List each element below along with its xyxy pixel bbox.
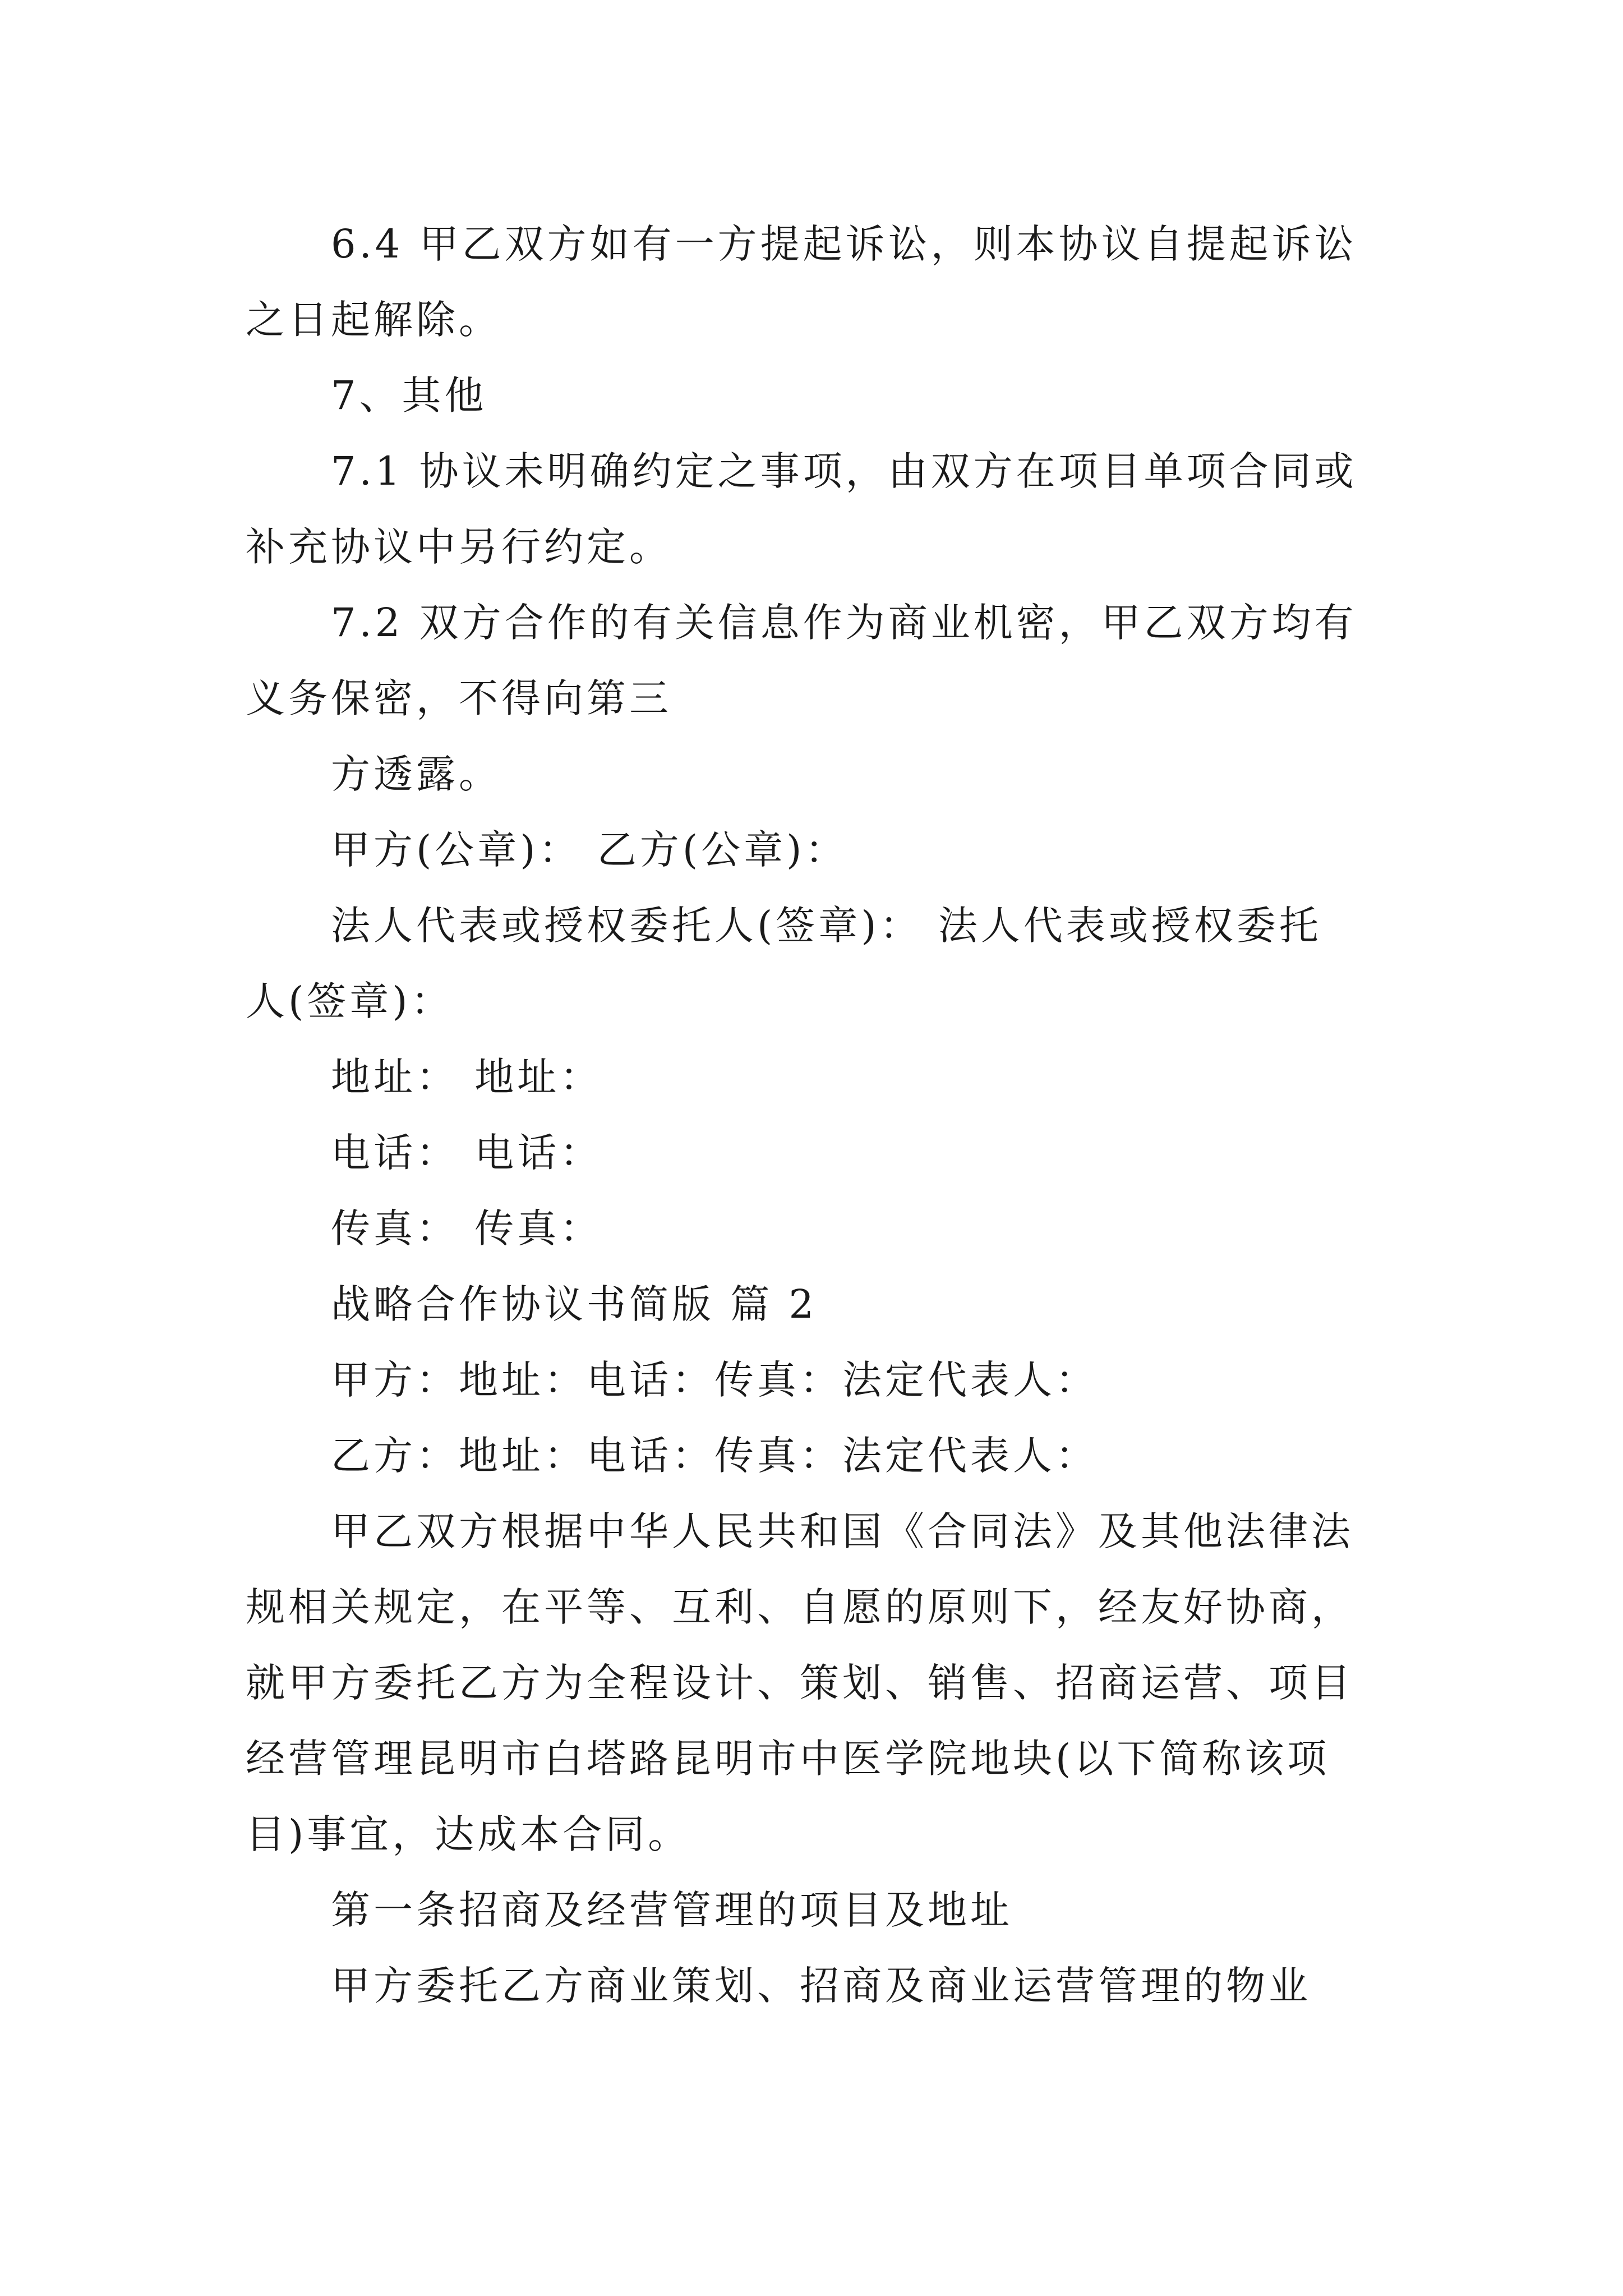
text-line: 补充协议中另行约定。 (246, 524, 672, 570)
text-line: 规相关规定，在平等、互利、自愿的原则下，经友好协商， (246, 1584, 1354, 1630)
party-b-line: 乙方：地址：电话：传真：法定代表人： (331, 1433, 1098, 1479)
document-title: 战略合作协议书简版 篇 2 (331, 1281, 818, 1327)
phone-line: 电话： 电话： (331, 1130, 603, 1176)
address-line: 地址： 地址： (331, 1054, 603, 1100)
text-line: 就甲方委托乙方为全程设计、策划、销售、招商运营、项目 (246, 1660, 1354, 1706)
text-line: 6.4 甲乙双方如有一方提起诉讼，则本协议自提起诉讼 (331, 221, 1357, 267)
text-line: 目)事宜，达成本合同。 (246, 1811, 691, 1857)
signature-line: 法人代表或授权委托人(签章)： 法人代表或授权委托 (331, 903, 1322, 949)
text-line: 义务保密，不得向第三 (246, 675, 672, 721)
text-line: 7.2 双方合作的有关信息作为商业机密，甲乙双方均有 (331, 600, 1357, 646)
text-line: 方透露。 (331, 751, 501, 797)
text-line: 7.1 协议未明确约定之事项，由双方在项目单项合同或 (331, 448, 1357, 494)
fax-line: 传真： 传真： (331, 1205, 603, 1251)
party-a-line: 甲方：地址：电话：传真：法定代表人： (331, 1357, 1098, 1403)
signature-line: 人(签章)： (246, 978, 454, 1024)
section-heading: 7、其他 (331, 372, 487, 418)
text-line: 甲方委托乙方商业策划、招商及商业运营管理的物业 (331, 1963, 1311, 2009)
text-line: 之日起解除。 (246, 297, 501, 343)
signature-line: 甲方(公章)： 乙方(公章)： (331, 827, 848, 873)
text-line: 经营管理昆明市白塔路昆明市中医学院地块(以下简称该项 (246, 1736, 1330, 1782)
text-line: 甲乙双方根据中华人民共和国《合同法》及其他法律法 (331, 1508, 1354, 1554)
article-heading: 第一条招商及经营管理的项目及地址 (331, 1887, 1013, 1933)
